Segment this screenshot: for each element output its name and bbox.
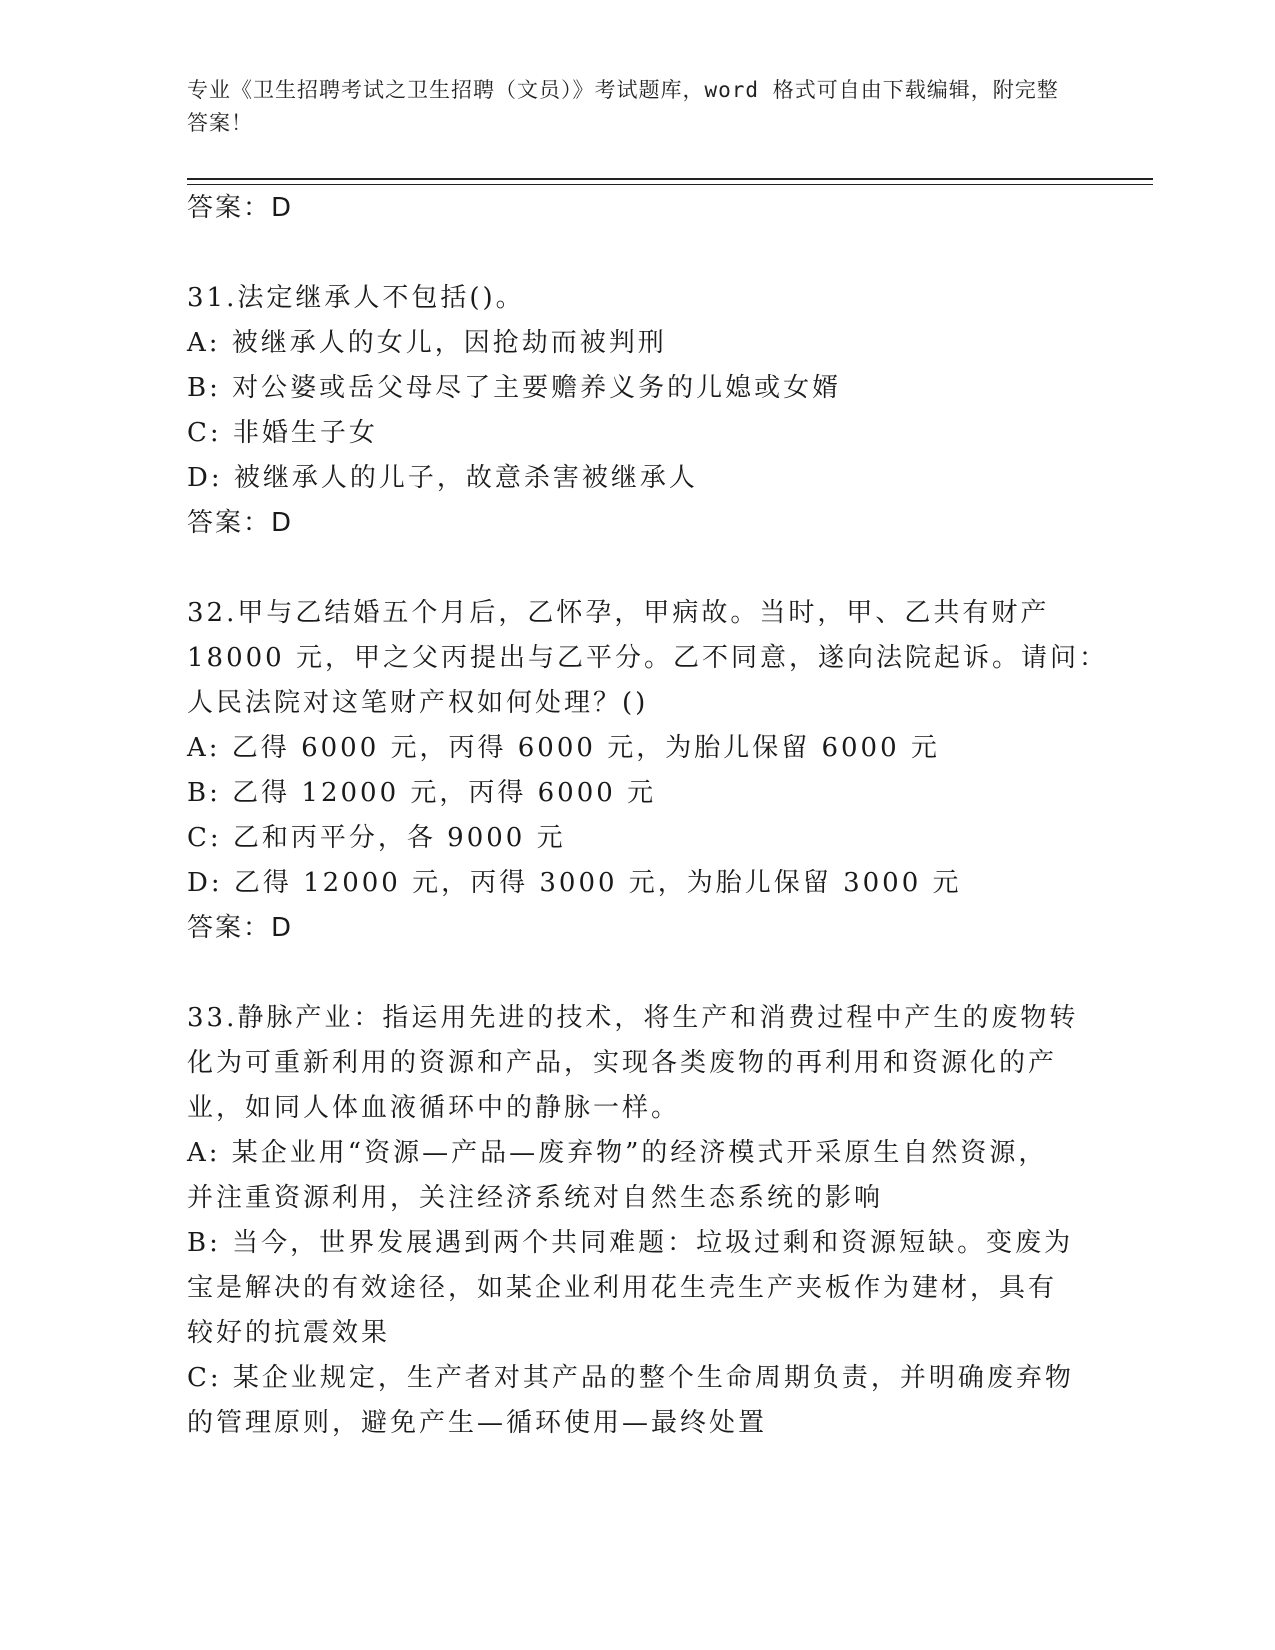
- header-text: 专业《卫生招聘考试之卫生招聘（文员）》考试题库，word 格式可自由下载编辑，附完整答案！: [187, 78, 1059, 135]
- question-32-option-b: B: 乙得 12000 元，丙得 6000 元: [187, 778, 657, 808]
- question-33-option-c-line-1: C: 某企业规定，生产者对其产品的整个生命周期负责，并明确废弃物: [187, 1363, 1074, 1393]
- question-33-option-c-line-2: 的管理原则，避免产生—循环使用—最终处置: [187, 1408, 768, 1438]
- question-33-option-c: [187, 1356, 1087, 1446]
- question-31-answer: 答案：D: [187, 508, 294, 538]
- question-32: [187, 591, 1108, 951]
- question-33-option-a-line-2: 并注重资源利用，关注经济系统对自然生态系统的影响: [187, 1183, 884, 1213]
- question-33-option-b: [187, 1221, 1087, 1356]
- question-33: [187, 996, 1087, 1446]
- question-32-option-c: C: 乙和丙平分，各 9000 元: [187, 823, 566, 853]
- page-header: [187, 74, 1067, 140]
- header-rule-thick: [187, 178, 1153, 180]
- question-33-stem-line-2: 化为可重新利用的资源和产品，实现各类废物的再利用和资源化的产: [187, 1048, 1058, 1078]
- header-rule-thin: [187, 184, 1153, 185]
- answer-prev: 答案：D: [187, 193, 294, 223]
- question-32-stem-line-3: 人民法院对这笔财产权如何处理？(): [187, 688, 649, 718]
- question-33-option-b-line-1: B: 当今，世界发展遇到两个共同难题：垃圾过剩和资源短缺。变废为: [187, 1228, 1074, 1258]
- document-body: [187, 186, 1108, 1446]
- question-31: [187, 276, 1087, 546]
- question-32-stem-line-2: 18000 元，甲之父丙提出与乙平分。乙不同意，遂向法院起诉。请问：: [187, 643, 1108, 673]
- question-31-stem: 31.法定继承人不包括()。: [187, 283, 525, 313]
- question-33-option-a: [187, 1131, 1087, 1221]
- question-31-option-c: C: 非婚生子女: [187, 418, 378, 448]
- spacer: [187, 951, 1087, 996]
- question-33-stem-line-1: 33.静脉产业：指运用先进的技术，将生产和消费过程中产生的废物转: [187, 1003, 1079, 1033]
- question-33-option-b-line-2: 宝是解决的有效途径，如某企业利用花生壳生产夹板作为建材，具有: [187, 1273, 1058, 1303]
- question-31-option-a: A: 被继承人的女儿，因抢劫而被判刑: [187, 328, 667, 358]
- question-32-option-a: A: 乙得 6000 元，丙得 6000 元，为胎儿保留 6000 元: [187, 733, 940, 763]
- spacer: [187, 546, 1087, 591]
- question-33-option-b-line-3: 较好的抗震效果: [187, 1318, 391, 1348]
- question-31-option-d: D: 被继承人的儿子，故意杀害被继承人: [187, 463, 698, 493]
- question-31-option-b: B: 对公婆或岳父母尽了主要赡养义务的儿媳或女婿: [187, 373, 842, 403]
- question-32-stem-line-1: 32.甲与乙结婚五个月后，乙怀孕，甲病故。当时，甲、乙共有财产: [187, 598, 1050, 628]
- question-33-stem-line-3: 业，如同人体血液循环中的静脉一样。: [187, 1093, 681, 1123]
- spacer: [187, 231, 1087, 276]
- question-32-option-d: D: 乙得 12000 元，丙得 3000 元，为胎儿保留 3000 元: [187, 868, 962, 898]
- question-33-option-a-line-1: A: 某企业用“资源—产品—废弃物”的经济模式开采原生自然资源，: [187, 1138, 1048, 1168]
- question-32-answer: 答案：D: [187, 913, 294, 943]
